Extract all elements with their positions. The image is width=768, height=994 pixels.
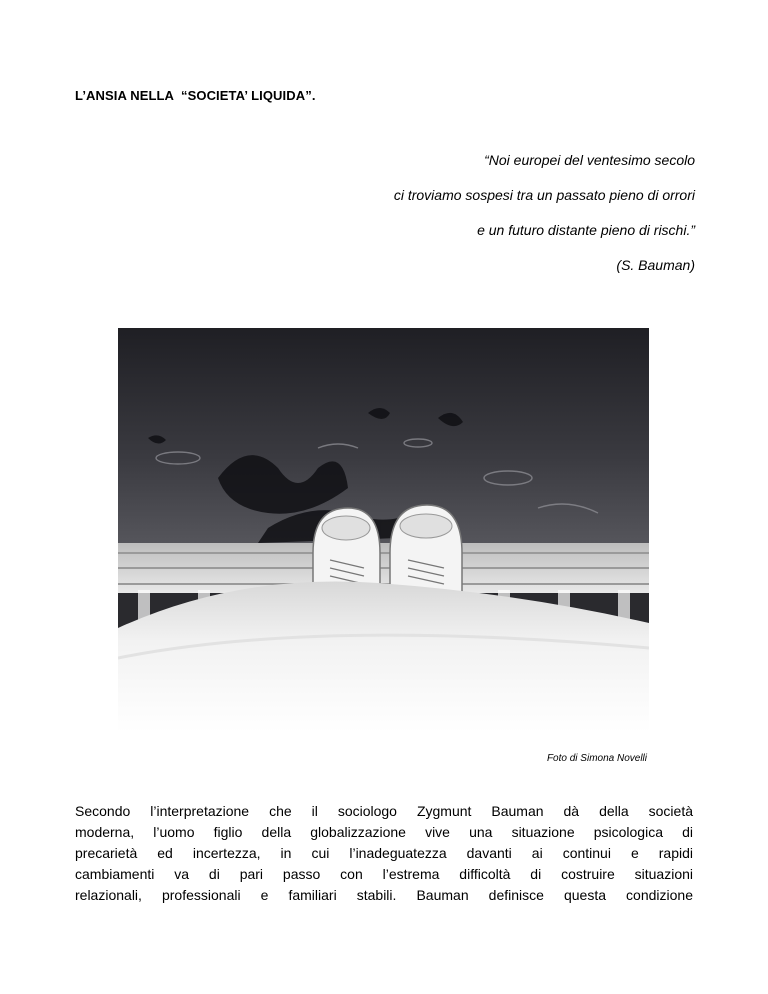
body-line-1: Secondo l’interpretazione che il sociologo Zygmunt Bauman dà della società xyxy=(75,803,693,819)
document-title: L’ANSIA NELLA “SOCIETA’ LIQUIDA”. xyxy=(75,88,316,103)
epigraph-line-2: ci troviamo sospesi tra un passato pieno di orrori xyxy=(393,187,695,203)
photo-sneakers-on-pier xyxy=(118,328,649,732)
body-line-2: moderna, l’uomo figlio della globalizzazione vive una situazione psicologica di xyxy=(75,824,693,840)
epigraph xyxy=(394,150,695,290)
body-line-5: relazionali, professionali e familiari stabili. Bauman definisce questa condizione xyxy=(75,887,693,903)
body-paragraph xyxy=(75,801,693,906)
body-line-3: precarietà ed incertezza, in cui l’inadeguatezza davanti ai continui e rapidi xyxy=(75,845,693,861)
epigraph-line-1: “Noi europei del ventesimo secolo xyxy=(484,152,695,168)
epigraph-attribution: (S. Bauman) xyxy=(616,257,695,273)
epigraph-line-3: e un futuro distante pieno di rischi.” xyxy=(477,222,695,238)
photo-caption: Foto di Simona Novelli xyxy=(546,753,647,764)
body-line-4: cambiamenti va di pari passo con l’estrema difficoltà di costruire situazioni xyxy=(75,866,693,882)
